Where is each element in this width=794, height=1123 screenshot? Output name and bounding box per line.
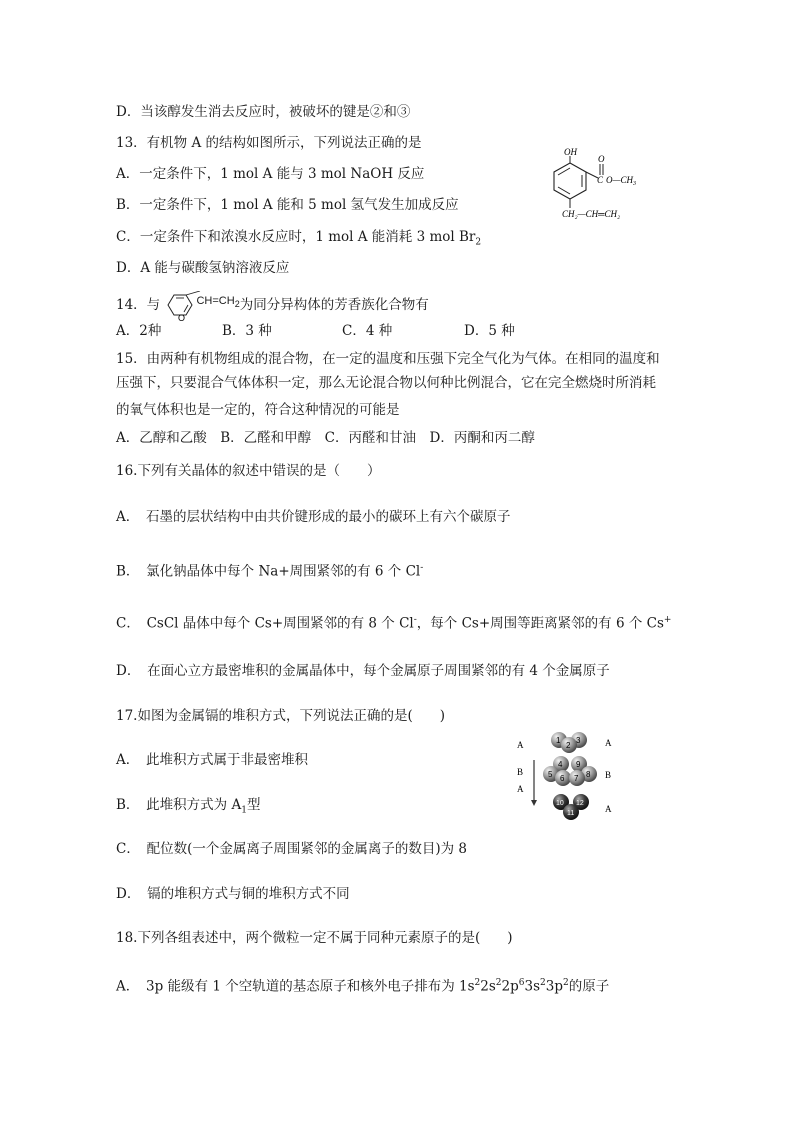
svg-text:4: 4: [558, 760, 563, 769]
cadmium-packing-figure: [513, 728, 623, 822]
q17-option-b: B． 此堆积方式为 $A_1$型: [116, 797, 261, 816]
svg-text:11: 11: [567, 810, 575, 817]
svg-text:9: 9: [576, 760, 581, 769]
ring-oxygen-label: O: [178, 313, 186, 321]
q17-option-a: A． 此堆积方式属于非最密堆积: [116, 752, 308, 768]
layer-label-left-2: B: [517, 767, 524, 777]
vinyl-label: CH=CH2: [196, 295, 240, 310]
svg-text:12: 12: [576, 800, 584, 807]
q14-stem: 14．与 O $^{CH=CH_2}$为同分异构体的芳香族化合物有: [116, 291, 429, 321]
svg-text:2: 2: [566, 741, 571, 750]
side-chain-label: CH₂—CH═CH₂: [562, 209, 621, 219]
q16-stem: 16.下列有关晶体的叙述中错误的是（ ）: [116, 463, 381, 479]
layer-label-right-3: A: [605, 804, 612, 814]
layer-label-right-1: A: [605, 738, 612, 748]
carbonyl-o-label: O: [598, 154, 605, 164]
q14-option-a: A．2种: [116, 323, 162, 339]
q13-option-d: D．A 能与碳酸氢钠溶液反应: [116, 260, 290, 276]
q15-line1: 15．由两种有机物组成的混合物，在一定的温度和压强下完全气化为气体。在相同的温度和: [116, 351, 660, 367]
q15-options: A．乙醇和乙酸 B．乙醛和甲醇 C．丙醛和甘油 D．丙酮和丙二醇: [116, 430, 535, 446]
q13-stem: 13．有机物 A 的结构如图所示，下列说法正确的是: [116, 135, 422, 151]
q16-option-a: A． 石墨的层状结构中由共价键形成的最小的碳环上有六个碳原子: [116, 509, 511, 525]
svg-text:3: 3: [576, 736, 581, 745]
q16-option-c: C． CsCl 晶体中每个 Cs+周围紧邻的有 8 个 Cl-，每个 Cs+周围等距离紧邻的有 6 个 Cs+: [116, 615, 672, 632]
ester-label: $O—CH_3$: [606, 175, 637, 187]
carbonyl-c-label: C: [597, 175, 604, 185]
q14-option-d: D．5 种: [464, 323, 515, 339]
oh-label: OH: [564, 148, 577, 157]
q13-option-c: C．一定条件下和浓溴水反应时，1 mol A 能消耗 3 mol $Br_2$: [116, 229, 482, 248]
q14-option-b: B．3 种: [222, 323, 272, 339]
q12-option-d: D．当该醇发生消去反应时，被破坏的键是②和③: [116, 104, 411, 120]
svg-text:7: 7: [574, 774, 579, 783]
q17-option-d: D． 镉的堆积方式与铜的堆积方式不同: [116, 886, 350, 902]
q15-line2: 压强下，只要混合气体体积一定，那么无论混合物以何种比例混合，它在完全燃烧时所消耗: [116, 375, 656, 391]
q13-option-b: B．一定条件下，1 mol A 能和 5 mol 氢气发生加成反应: [116, 197, 459, 213]
q17-option-c: C． 配位数(一个金属离子周围紧邻的金属离子的数目)为 8: [116, 841, 467, 857]
q16-option-d: D． 在面心立方最密堆积的金属晶体中，每个金属原子周围紧邻的有 4 个金属原子: [116, 663, 610, 679]
q13-option-a: A．一定条件下，1 mol A 能与 3 mol NaOH 反应: [116, 166, 425, 182]
q15-line3: 的氧气体积也是一定的，符合这种情况的可能是: [116, 402, 400, 418]
svg-text:6: 6: [560, 774, 565, 783]
q17-stem: 17.如图为金属镉的堆积方式，下列说法正确的是( ): [116, 708, 446, 724]
q18-stem: 18.下列各组表述中，两个微粒一定不属于同种元素原子的是( ): [116, 930, 513, 946]
q14-option-c: C．4 种: [342, 323, 393, 339]
q14-options: [116, 322, 515, 340]
svg-text:1: 1: [556, 736, 561, 745]
q18-option-a: A． 3p 能级有 1 个空轨道的基态原子和核外电子排布为 $1s^22s^22p^63s^23p^2$的原子: [116, 978, 610, 995]
layer-label-right-2: B: [605, 770, 612, 780]
svg-text:10: 10: [556, 800, 564, 807]
q16-option-b: B． 氯化钠晶体中每个 Na+周围紧邻的有 6 个 Cl-: [116, 563, 424, 580]
q13-structure-figure: [540, 148, 650, 228]
layer-label-left-1: A: [517, 740, 524, 750]
svg-text:8: 8: [586, 770, 591, 779]
layer-label-left-3: A: [517, 784, 524, 794]
svg-text:5: 5: [548, 770, 553, 779]
